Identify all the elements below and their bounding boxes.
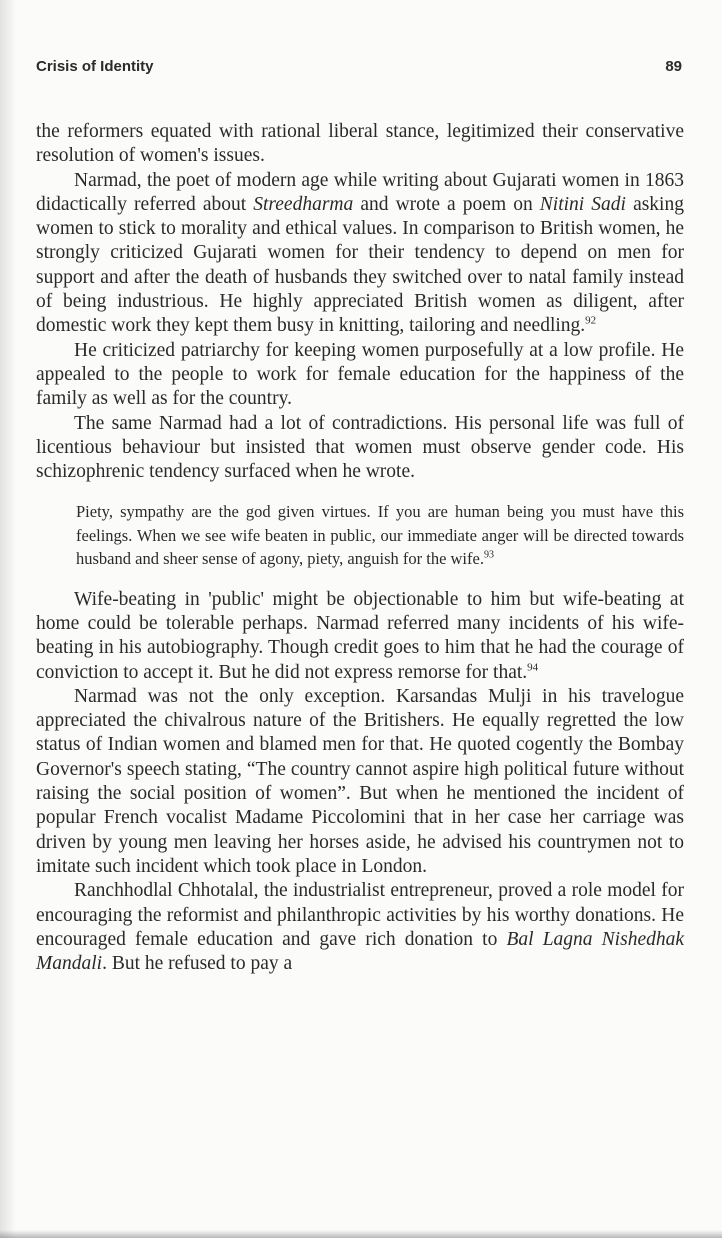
paragraph-5: Wife-beating in 'public' might be objectionable to him but wife-beating at home could be tolerable perhaps. Narmad referred many incidents of his wife-beating in his autobiography. Though credit goes to him that he had the courage of conviction to accept it. But he did not express remorse for that.$^{94}$	[36, 588, 684, 683]
paragraph-4: The same Narmad had a lot of contradictions. His personal life was full of licentious behaviour but insisted that women must observe gender code. His schizophrenic tendency surfaced when he wrote.	[36, 412, 684, 483]
running-header	[36, 58, 682, 80]
italic-term: Nitini Sadi	[539, 193, 626, 215]
paragraph-1: the reformers equated with rational liberal stance, legitimized their conservative resolution of women's issues.	[36, 121, 684, 167]
paragraph-2: Narmad, the poet of modern age while writing about Gujarati women in 1863 didactically referred about Streedharma and wrote a poem on Nitini Sadi asking women to stick to morality and ethical values. In comparison to British women, he strongly criticized Gujarati women for their tendency to depend on men for support and after the death of husbands they switched over to natal family instead of being industrious. He highly appreciated British women as diligent, after domestic work they kept them busy in knitting, tailoring and needling.$^{92}$	[36, 169, 684, 337]
body-text	[36, 120, 684, 976]
italic-term: Bal Lagna Nishedhak Mandali	[36, 928, 684, 975]
footnote-ref: 92	[585, 314, 597, 327]
page-bottom-edge	[0, 1230, 722, 1238]
block-quote: Piety, sympathy are the god given virtues. If you are human being you must have this feelings. When we see wife beaten in public, our immediate anger will be directed towards husband and sheer sense of agony, piety, anguish for the wife.$^{93}$	[76, 502, 684, 569]
page-gutter-shadow	[0, 0, 16, 1238]
footnote-ref: 93	[483, 549, 494, 561]
paragraph-3: He criticized patriarchy for keeping women purposefully at a low profile. He appealed to the people to work for female education for the happiness of the family as well as for the country.	[36, 339, 684, 410]
italic-term: Streedharma	[253, 193, 354, 215]
footnote-ref: 94	[527, 661, 539, 674]
page-number: 89	[665, 58, 682, 75]
paragraph-6: Narmad was not the only exception. Karsandas Mulji in his travelogue appreciated the chivalrous nature of the Britishers. He equally regretted the low status of Indian women and blamed men for that. He quoted cogently the Bombay Governor's speech stating, “The country cannot aspire high political future without raising the social position of women”. But when he mentioned the incident of popular French vocalist Madame Piccolomini that in her case her carriage was driven by young men leaving her horses aside, he advised his countrymen not to imitate such incident which took place in London.	[36, 685, 684, 877]
running-title: Crisis of Identity	[36, 58, 154, 75]
paragraph-7: Ranchhodlal Chhotalal, the industrialist entrepreneur, proved a role model for encouraging the reformist and philanthropic activities by his worthy donations. He encouraged female education and gave rich donation to Bal Lagna Nishedhak Mandali. But he refused to pay a	[36, 880, 684, 975]
